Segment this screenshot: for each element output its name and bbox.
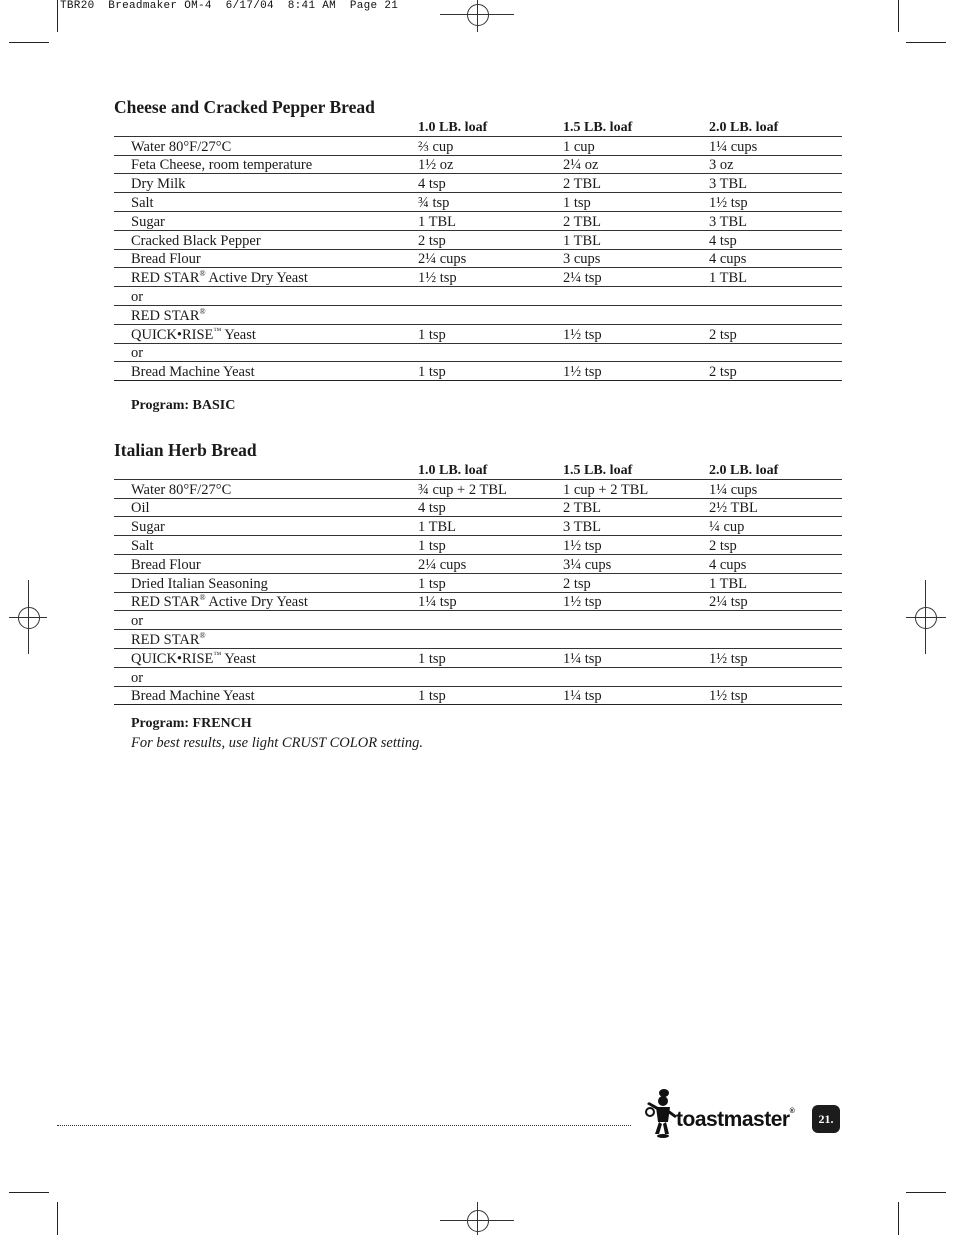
crop-mark: [906, 42, 946, 43]
ingredient-cell: Dry Milk: [114, 174, 418, 193]
amount-2lb-cell: [709, 343, 842, 362]
amount-2lb-cell: [709, 287, 842, 306]
ingredient-cell: Dried Italian Seasoning: [114, 573, 418, 592]
registration-mark: [18, 607, 40, 629]
amount-2lb-cell: 2¼ tsp: [709, 592, 842, 611]
amount-1lb-cell: ¾ tsp: [418, 193, 563, 212]
amount-1-5lb-cell: 1½ tsp: [563, 324, 709, 343]
amount-2lb-cell: 2 tsp: [709, 324, 842, 343]
amount-1lb-cell: [418, 667, 563, 686]
amount-1-5lb-cell: 3 TBL: [563, 517, 709, 536]
crop-mark: [906, 1192, 946, 1193]
column-header-2lb: 2.0 LB. loaf: [709, 461, 842, 479]
registration-mark-line: [906, 617, 946, 618]
amount-1lb-cell: [418, 611, 563, 630]
column-header-2lb: 2.0 LB. loaf: [709, 118, 842, 136]
amount-1lb-cell: 1 tsp: [418, 536, 563, 555]
ingredient-cell: Feta Cheese, room temperature: [114, 155, 418, 174]
table-row: [114, 211, 842, 230]
ingredient-cell: Sugar: [114, 211, 418, 230]
ingredient-cell: or: [114, 667, 418, 686]
printer-slug: TBR20 Breadmaker OM-4 6/17/04 8:41 AM Page 21: [60, 0, 399, 12]
table-row: [114, 193, 842, 212]
amount-2lb-cell: 2 tsp: [709, 362, 842, 381]
ingredient-cell: Cracked Black Pepper: [114, 230, 418, 249]
amount-1lb-cell: 1½ tsp: [418, 268, 563, 287]
amount-1lb-cell: 1 TBL: [418, 211, 563, 230]
ingredient-table: [114, 118, 842, 381]
table-row: [114, 573, 842, 592]
table-row: [114, 479, 842, 498]
registration-mark: [467, 1210, 489, 1232]
amount-2lb-cell: 3 TBL: [709, 211, 842, 230]
recipe-title: Italian Herb Bread: [114, 440, 257, 460]
table-row: [114, 554, 842, 573]
crop-mark: [898, 0, 899, 32]
amount-2lb-cell: 2½ TBL: [709, 498, 842, 517]
ingredient-cell: Oil: [114, 498, 418, 517]
amount-1-5lb-cell: 1¼ tsp: [563, 686, 709, 705]
amount-1-5lb-cell: 1 cup: [563, 136, 709, 155]
ingredient-cell: RED STAR® Active Dry Yeast: [114, 268, 418, 287]
crop-mark: [9, 1192, 49, 1193]
ingredient-cell: or: [114, 343, 418, 362]
amount-2lb-cell: ¼ cup: [709, 517, 842, 536]
table-row: [114, 667, 842, 686]
amount-1lb-cell: 2¼ cups: [418, 554, 563, 573]
program-setting: Program: BASIC: [131, 398, 236, 413]
column-header-1lb: 1.0 LB. loaf: [418, 118, 563, 136]
ingredient-cell: Water 80°F/27°C: [114, 136, 418, 155]
amount-1-5lb-cell: 2 TBL: [563, 498, 709, 517]
amount-2lb-cell: [709, 630, 842, 649]
ingredient-cell: Bread Flour: [114, 249, 418, 268]
amount-2lb-cell: 4 tsp: [709, 230, 842, 249]
amount-1-5lb-cell: 1 TBL: [563, 230, 709, 249]
ingredient-cell: Salt: [114, 193, 418, 212]
ingredient-cell: QUICK•RISE™ Yeast: [114, 648, 418, 667]
table-row: [114, 592, 842, 611]
ingredient-cell: or: [114, 287, 418, 306]
ingredient-cell: or: [114, 611, 418, 630]
amount-1-5lb-cell: 1 cup + 2 TBL: [563, 479, 709, 498]
recipe-cheese-cracked-pepper: [114, 96, 842, 381]
table-row: [114, 305, 842, 324]
table-row: [114, 498, 842, 517]
table-row: [114, 362, 842, 381]
table-row: [114, 686, 842, 705]
amount-2lb-cell: 1½ tsp: [709, 648, 842, 667]
amount-1-5lb-cell: 2 TBL: [563, 174, 709, 193]
registration-mark-line: [477, 0, 478, 32]
amount-1-5lb-cell: 1½ tsp: [563, 536, 709, 555]
amount-2lb-cell: 1½ tsp: [709, 193, 842, 212]
recipe-italian-herb: [114, 439, 842, 705]
table-row: [114, 324, 842, 343]
amount-1-5lb-cell: [563, 630, 709, 649]
amount-1lb-cell: ⅔ cup: [418, 136, 563, 155]
ingredient-cell: Water 80°F/27°C: [114, 479, 418, 498]
footer-dotted-rule: [57, 1125, 631, 1126]
ingredient-cell: RED STAR®: [114, 305, 418, 324]
table-row: [114, 536, 842, 555]
amount-1-5lb-cell: [563, 305, 709, 324]
amount-1lb-cell: 1 tsp: [418, 362, 563, 381]
amount-2lb-cell: 1½ tsp: [709, 686, 842, 705]
amount-1lb-cell: 1 tsp: [418, 573, 563, 592]
amount-2lb-cell: 2 tsp: [709, 536, 842, 555]
brand-logo: toastmaster®: [676, 1108, 795, 1131]
amount-1lb-cell: 4 tsp: [418, 498, 563, 517]
table-row: [114, 155, 842, 174]
amount-1lb-cell: [418, 630, 563, 649]
ingredient-cell: QUICK•RISE™ Yeast: [114, 324, 418, 343]
page-number-badge: 21.: [812, 1105, 840, 1133]
registration-mark-line: [28, 580, 29, 654]
amount-1lb-cell: [418, 343, 563, 362]
amount-1lb-cell: 2¼ cups: [418, 249, 563, 268]
ingredient-cell: Bread Machine Yeast: [114, 362, 418, 381]
table-header-row: [114, 118, 842, 136]
table-row: [114, 517, 842, 536]
amount-1-5lb-cell: 2 tsp: [563, 573, 709, 592]
recipe-note: For best results, use light CRUST COLOR setting.: [131, 735, 424, 751]
registration-mark-line: [925, 580, 926, 654]
program-setting: Program: FRENCH: [131, 716, 252, 731]
recipe-title: Cheese and Cracked Pepper Bread: [114, 97, 375, 117]
amount-1lb-cell: 1 TBL: [418, 517, 563, 536]
amount-2lb-cell: 1¼ cups: [709, 479, 842, 498]
amount-2lb-cell: 1 TBL: [709, 268, 842, 287]
ingredient-cell: Sugar: [114, 517, 418, 536]
amount-1-5lb-cell: 2¼ tsp: [563, 268, 709, 287]
column-header-1-5lb: 1.5 LB. loaf: [563, 118, 709, 136]
column-header-1-5lb: 1.5 LB. loaf: [563, 461, 709, 479]
table-header-row: [114, 461, 842, 479]
amount-1lb-cell: 1¼ tsp: [418, 592, 563, 611]
table-row: [114, 630, 842, 649]
amount-1lb-cell: 1 tsp: [418, 324, 563, 343]
amount-1lb-cell: 2 tsp: [418, 230, 563, 249]
ingredient-cell: Salt: [114, 536, 418, 555]
amount-1-5lb-cell: 1¼ tsp: [563, 648, 709, 667]
amount-1-5lb-cell: 2¼ oz: [563, 155, 709, 174]
amount-1lb-cell: [418, 305, 563, 324]
amount-2lb-cell: 4 cups: [709, 249, 842, 268]
amount-2lb-cell: 1¼ cups: [709, 136, 842, 155]
amount-1-5lb-cell: 1½ tsp: [563, 362, 709, 381]
amount-1lb-cell: ¾ cup + 2 TBL: [418, 479, 563, 498]
ingredient-cell: Bread Flour: [114, 554, 418, 573]
table-row: [114, 249, 842, 268]
ingredient-cell: RED STAR® Active Dry Yeast: [114, 592, 418, 611]
ingredient-table: [114, 461, 842, 705]
column-header-1lb: 1.0 LB. loaf: [418, 461, 563, 479]
crop-mark: [57, 0, 58, 32]
amount-1-5lb-cell: [563, 611, 709, 630]
registration-mark: [467, 4, 489, 26]
ingredient-header: [114, 461, 418, 479]
amount-1lb-cell: 1 tsp: [418, 686, 563, 705]
crop-mark: [898, 1202, 899, 1235]
amount-1-5lb-cell: [563, 667, 709, 686]
ingredient-cell: RED STAR®: [114, 630, 418, 649]
table-row: [114, 174, 842, 193]
ingredient-header: [114, 118, 418, 136]
amount-2lb-cell: 3 oz: [709, 155, 842, 174]
table-row: [114, 287, 842, 306]
table-row: [114, 268, 842, 287]
amount-2lb-cell: [709, 611, 842, 630]
amount-1-5lb-cell: [563, 287, 709, 306]
table-row: [114, 648, 842, 667]
crop-mark: [9, 42, 49, 43]
table-row: [114, 136, 842, 155]
amount-1lb-cell: 4 tsp: [418, 174, 563, 193]
ingredient-cell: Bread Machine Yeast: [114, 686, 418, 705]
amount-1-5lb-cell: 1½ tsp: [563, 592, 709, 611]
brand-name: toastmaster: [676, 1108, 790, 1131]
crop-mark: [57, 1202, 58, 1235]
chef-mascot-icon: [644, 1088, 678, 1138]
amount-1lb-cell: [418, 287, 563, 306]
registration-mark: [915, 607, 937, 629]
amount-1-5lb-cell: 1 tsp: [563, 193, 709, 212]
amount-1-5lb-cell: 3¼ cups: [563, 554, 709, 573]
amount-1-5lb-cell: 2 TBL: [563, 211, 709, 230]
amount-1-5lb-cell: [563, 343, 709, 362]
amount-1-5lb-cell: 3 cups: [563, 249, 709, 268]
amount-2lb-cell: 1 TBL: [709, 573, 842, 592]
registration-mark-line: [477, 1202, 478, 1235]
table-row: [114, 611, 842, 630]
amount-1lb-cell: 1 tsp: [418, 648, 563, 667]
table-row: [114, 230, 842, 249]
amount-2lb-cell: 4 cups: [709, 554, 842, 573]
amount-2lb-cell: [709, 305, 842, 324]
amount-1lb-cell: 1½ oz: [418, 155, 563, 174]
table-row: [114, 343, 842, 362]
amount-2lb-cell: [709, 667, 842, 686]
amount-2lb-cell: 3 TBL: [709, 174, 842, 193]
